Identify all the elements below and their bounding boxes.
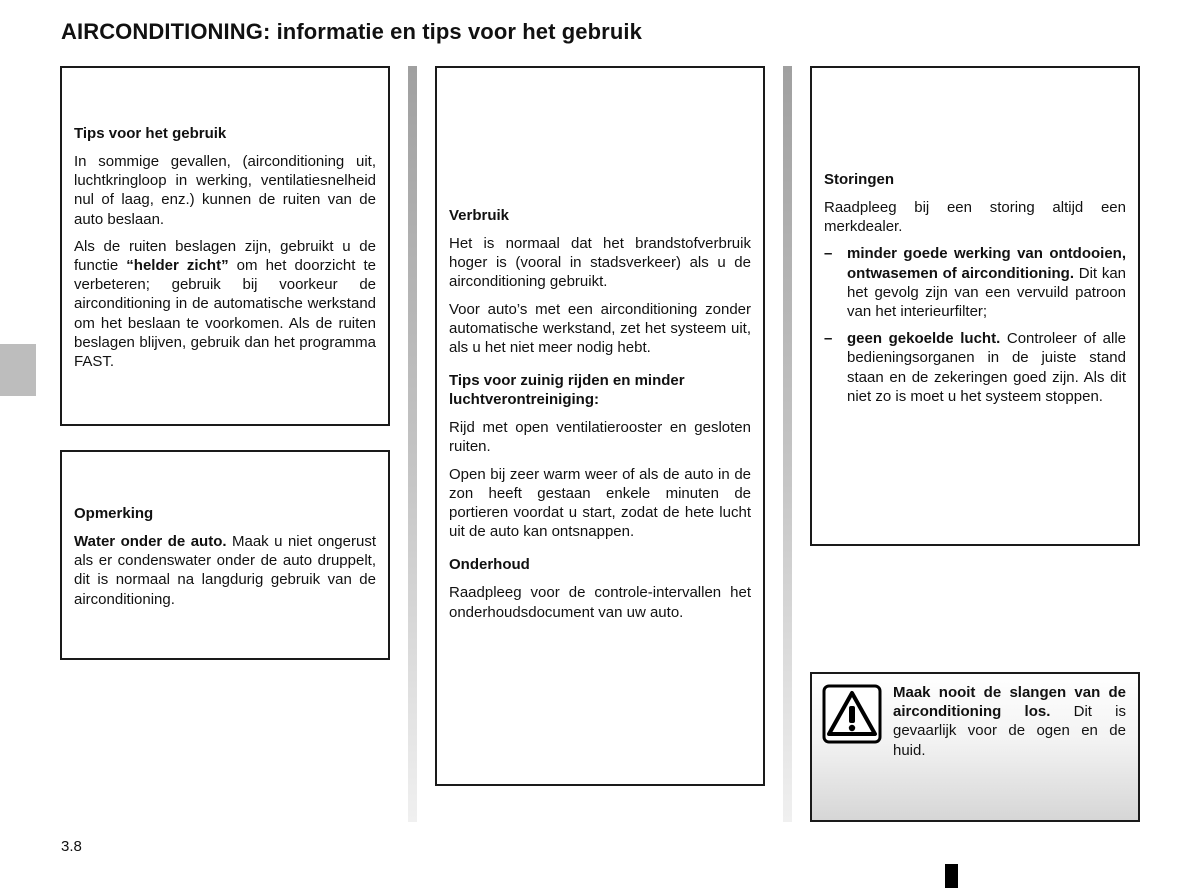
warning-triangle-icon — [822, 684, 882, 744]
tips-box — [60, 66, 390, 426]
fault-item-bold: minder goede werking van ontdooien, ontwasemen of airconditioning. — [847, 245, 1126, 282]
fault-item: – minder goede werking van ontdooien, ontwasemen of airconditioning. Dit kan het gevolg zijn van een vervuild patroon van het interieurfilter; — [824, 245, 1127, 321]
zuinig-paragraph-2: Open bij zeer warm weer of als de auto in de zon heeft gestaan enkele minuten de portieren voordat u start, zodat de hete lucht uit de auto kan ontsnappen. — [449, 465, 751, 541]
tips-heading: Tips voor het gebruik — [74, 125, 227, 142]
verbruik-paragraph-1: Het is normaal dat het brandstofverbruik hoger is (vooral in stadsverkeer) als u de airconditioning gebruikt. — [449, 235, 751, 291]
tips-paragraph-1: In sommige gevallen, (airconditioning uit, luchtkringloop in werking, ventilatiesnelheid nul of laag, enz.) kunnen de ruiten van de auto beslaan. — [74, 153, 376, 228]
tips-paragraph-2: Als de ruiten beslagen zijn, gebruikt u de functie “helder zicht” om het doorzicht te verbeteren; gebruik bij voorkeur de airconditioning in de automatische werkstand om het beslaan te voorkomen. Als de ruiten beslagen blijven, gebruik dan het programma FAST. — [74, 237, 376, 371]
note-heading: Opmerking — [74, 505, 154, 522]
zuinig-paragraph-1: Rijd met open ventilatierooster en gesloten ruiten. — [449, 419, 751, 456]
onderhoud-heading: Onderhoud — [449, 556, 530, 574]
faults-box — [810, 66, 1140, 546]
page-corner-mark — [945, 864, 958, 888]
verbruik-paragraph-2: Voor auto’s met een airconditioning zonder automatische werkstand, zet het systeem uit, als u het niet meer nodig hebt. — [449, 300, 751, 357]
zuinig-heading: Tips voor zuinig rijden en minder luchtverontreiniging: — [449, 372, 685, 409]
page-title: AIRCONDITIONING: informatie en tips voor het gebruik — [61, 19, 642, 44]
list-dash: – — [824, 330, 833, 348]
list-dash: – — [824, 245, 833, 263]
storingen-heading: Storingen — [824, 171, 894, 188]
warning-bold: Maak nooit de slangen van de airconditioning los. — [893, 684, 1126, 721]
warning-text: Maak nooit de slangen van de airconditioning los. Dit is gevaarlijk voor de ogen en de huid. — [893, 684, 1126, 759]
note-bold-lead: Water onder de auto. — [74, 533, 227, 550]
fault-item-bold: geen gekoelde lucht. — [847, 330, 1001, 348]
verbruik-heading: Verbruik — [449, 207, 510, 224]
warning-box — [810, 672, 1140, 822]
consumption-box — [435, 66, 765, 786]
note-paragraph: Water onder de auto. Maak u niet ongerust als er condenswater onder de auto druppelt, dit is normaal na langdurig gebruik van de airconditioning. — [74, 533, 376, 608]
helder-zicht-term: “helder zicht” — [126, 257, 229, 275]
onderhoud-paragraph: Raadpleeg voor de controle-intervallen het onderhoudsdocument van uw auto. — [449, 584, 751, 621]
column-separator-2 — [783, 66, 792, 822]
page-number: 3.8 — [61, 838, 82, 855]
chapter-side-tab — [0, 344, 36, 396]
storingen-paragraph: Raadpleeg bij een storing altijd een merkdealer. — [824, 199, 1126, 236]
fault-item: – geen gekoelde lucht. Controleer of alle bedieningsorganen in de juiste stand staan en de zekeringen goed zijn. Als dit niet zo is moet u het systeem stoppen. — [824, 330, 1126, 405]
column-separator-1 — [408, 66, 417, 822]
note-box — [60, 450, 390, 660]
